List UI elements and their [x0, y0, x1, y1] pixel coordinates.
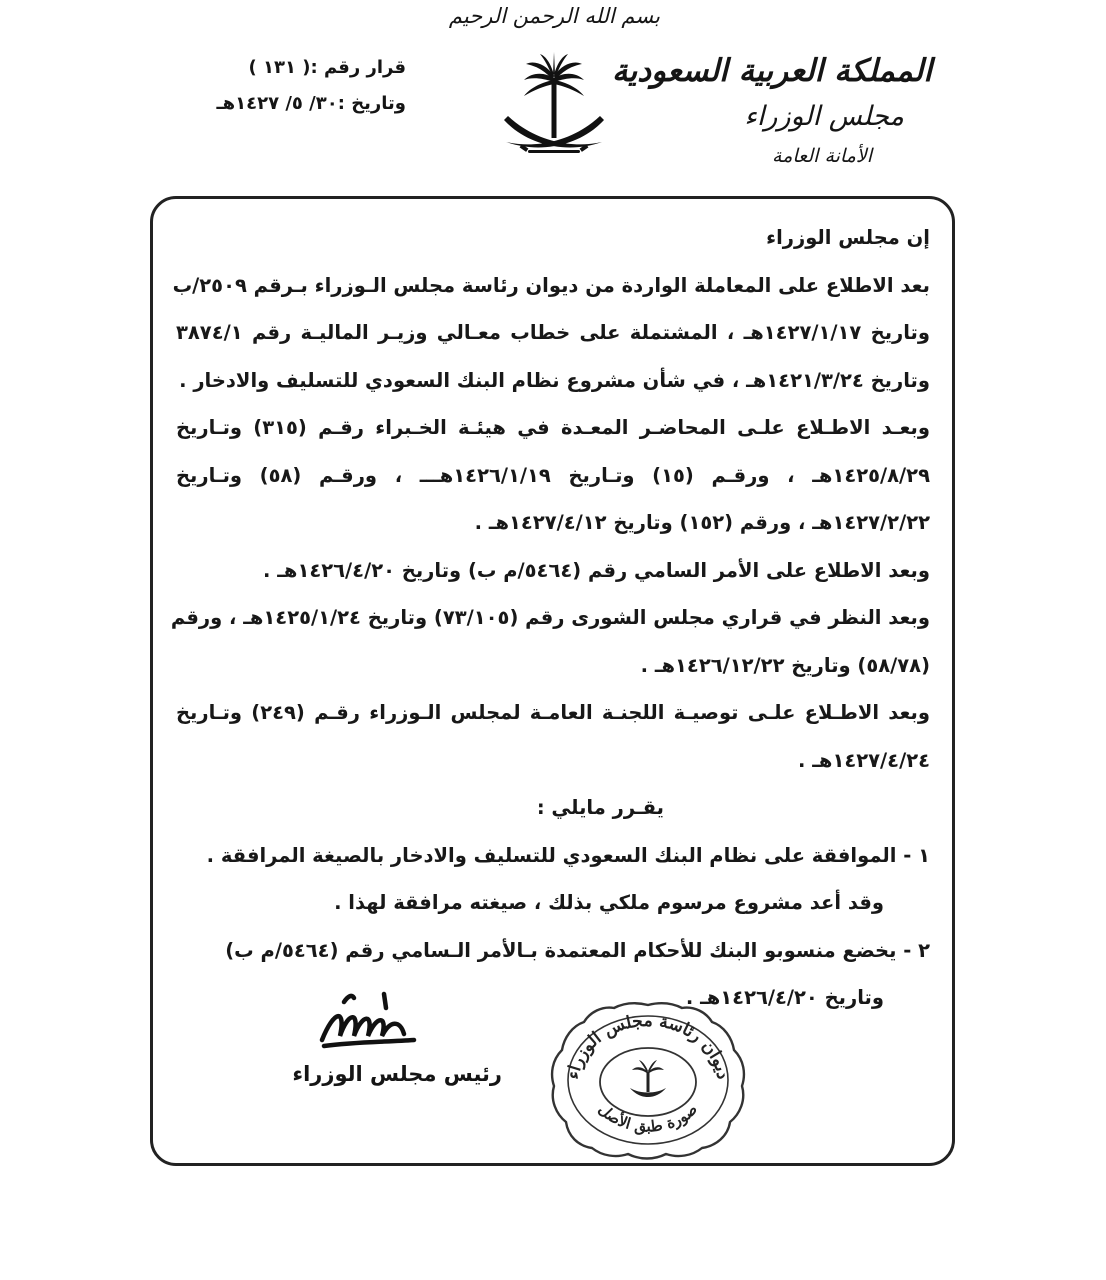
decision-info — [176, 50, 406, 122]
official-seal — [548, 1000, 748, 1160]
document-body — [170, 214, 931, 1022]
secretariat-name: الأمانة العامة — [772, 145, 872, 167]
body-line: وبعد الاطـلاع علـى توصيـة اللجنـة العامـة لمجلس الـوزراء رقـم (٢٤٩) وتـاريخ — [176, 701, 930, 724]
resolution-heading: يقـرر مايلي : — [536, 796, 664, 819]
letterhead — [612, 46, 932, 174]
council-name: مجلس الوزراء — [744, 101, 904, 132]
handwritten-signature — [314, 990, 424, 1060]
svg-text:صورة طبق الأصل — [595, 1100, 701, 1136]
svg-text:ديوان رئاسة مجلس الوزراء — [563, 1011, 733, 1081]
body-line: وبعد الاطلاع على الأمر السامي رقم (٥٤٦٤/م ب) وتاريخ ١٤٢٦/٤/٢٠هـ . — [263, 558, 930, 582]
body-line: إن مجلس الوزراء — [766, 226, 930, 249]
body-line: وتاريخ ١٤٢٦/٤/٢٠هـ . — [685, 986, 884, 1009]
resolution-item-1: ١ - الموافقة على نظام البنك السعودي للتسليف والادخار بالصيغة المرافقة . — [206, 843, 930, 867]
body-line: وتاريخ ١٤٢٧/١/١٧هـ ، المشتملة على خطاب معـالي وزيـر الماليـة رقم ٣٨٧٤/١ — [176, 321, 931, 344]
kingdom-name: المملكة العربية السعودية — [612, 53, 932, 89]
body-line: ١٤٢٧/٤/٢٤هـ . — [798, 748, 930, 772]
body-line: (٥٨/٧٨) وتاريخ ١٤٢٦/١٢/٢٢هـ . — [640, 653, 930, 677]
saudi-emblem-icon — [498, 50, 610, 172]
decision-number: قرار رقم :( ١٣١ ) — [248, 57, 406, 78]
body-line: ١٤٢٥/٨/٢٩هـ ، ورقـم (١٥) وتـاريخ ١٤٢٦/١/١٩هـــ ، ورقـم (٥٨) وتـاريخ — [176, 463, 930, 487]
seal-text: ديوان رئاسة مجلس الوزراء — [563, 1010, 733, 1081]
decision-date: وتاريخ :٣٠/ ٥/ ١٤٢٧هـ — [216, 93, 406, 114]
body-line: وبعد النظر في قراري مجلس الشورى رقم (٧٣/١٠٥) وتاريخ ١٤٢٥/١/٢٤هـ ، ورقم — [170, 606, 930, 629]
seal-bottom-text: صورة طبق الأصل — [595, 1100, 702, 1136]
body-line: وقد أعد مشروع مرسوم ملكي بذلك ، صيغته مرافقة لهذا . — [334, 891, 884, 914]
body-line: وتاريخ ١٤٢١/٣/٢٤هـ ، في شأن مشروع نظام البنك السعودي للتسليف والادخار . — [179, 368, 930, 392]
resolution-item-2: ٢ - يخضع منسوبو البنك للأحكام المعتمدة بـالأمر الـسامي رقم (٥٤٦٤/م ب) — [225, 938, 930, 962]
body-line: بعد الاطلاع على المعاملة الواردة من ديوان رئاسة مجلس الـوزراء بـرقم ٢٥٠٩/ب — [172, 273, 930, 297]
chairman-title: رئيس مجلس الوزراء — [292, 1062, 502, 1086]
basmala: بسم الله الرحمن الرحيم — [448, 4, 660, 28]
body-line: ١٤٢٧/٢/٢٢هـ ، ورقم (١٥٢) وتاريخ ١٤٢٧/٤/١٢هـ . — [474, 511, 930, 534]
body-line: وبعـد الاطـلاع علـى المحاضـر المعـدة في هيئـة الخـبراء رقـم (٣١٥) وتـاريخ — [176, 416, 930, 439]
